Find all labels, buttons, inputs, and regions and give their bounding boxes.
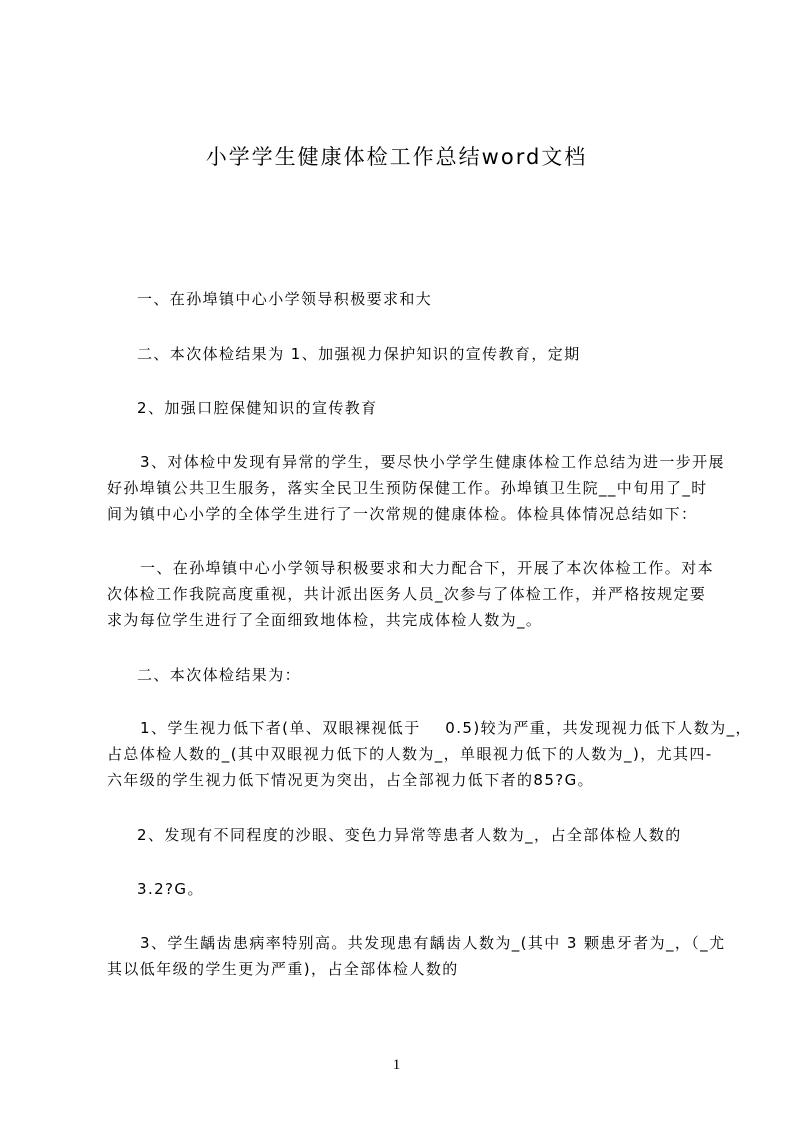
paragraph-line: 其以低年级的学生更为严重)，占全部体检人数的 [107, 960, 459, 978]
paragraph-line: 3.2?G。 [137, 880, 204, 898]
paragraph-line: 间为镇中心小学的全体学生进行了一次常规的健康体检。体检具体情况总结如下： [107, 505, 698, 523]
paragraph-line: 3、学生龋齿患病率特别高。共发现患有龋齿人数为_(其中 3 颗患牙者为_，（_尤 [140, 934, 726, 952]
paragraph-line: 求为每位学生进行了全面细致地体检，共完成体检人数为_。 [107, 611, 543, 629]
document-title: 小学学生健康体检工作总结word文档 [205, 145, 588, 169]
paragraph-line: 一、在孙埠镇中心小学领导积极要求和大 [137, 290, 433, 308]
paragraph-line: 好孙埠镇公共卫生服务，落实全民卫生预防保健工作。孙埠镇卫生院__中旬用了_时 [107, 479, 708, 497]
paragraph-line: 二、本次体检结果为 1、加强视力保护知识的宣传教育，定期 [137, 345, 581, 363]
paragraph-line: 2、加强口腔保健知识的宣传教育 [137, 399, 378, 417]
paragraph-line: 3、对体检中发现有异常的学生，要尽快小学学生健康体检工作总结为进一步开展 [140, 453, 725, 471]
paragraph-line: 占总体检人数的_(其中双眼视力低下的人数为_，单眼视力低下的人数为_)，尤其四- [107, 745, 713, 763]
paragraph-line: 六年级的学生视力低下情况更为突出，占全部视力低下者的85?G。 [107, 771, 595, 789]
paragraph-line: 二、本次体检结果为： [137, 666, 302, 684]
paragraph-line: 次体检工作我院高度重视，共计派出医务人员_次参与了体检工作，并严格按规定要 [107, 585, 707, 603]
paragraph-line: 1、学生视力低下者(单、双眼裸视低于 0.5)较为严重，共发现视力低下人数为_， [140, 719, 752, 737]
paragraph-line: 2、发现有不同程度的沙眼、变色力异常等患者人数为_，占全部体检人数的 [137, 826, 682, 844]
page-number: 1 [392, 1057, 401, 1073]
paragraph-line: 一、在孙埠镇中心小学领导积极要求和大力配合下，开展了本次体检工作。对本 [140, 559, 715, 577]
